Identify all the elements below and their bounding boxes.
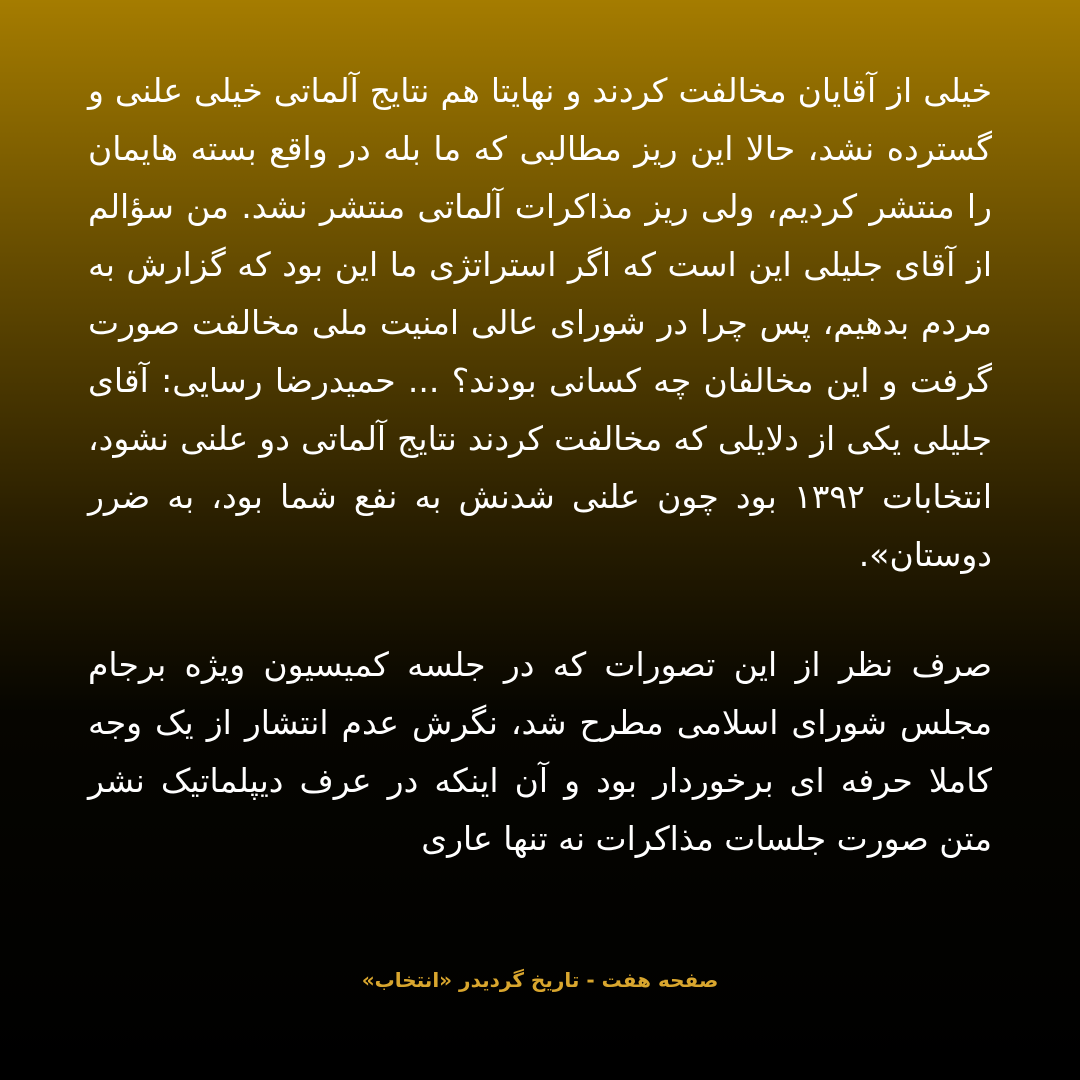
page-footer-caption: صفحه هفت - تاریخ گردیدر «انتخاب» <box>361 968 719 992</box>
article-paragraph-1: خیلی از آقایان مخالفت کردند و نهایتا هم نتایج آلماتی خیلی علنی و گسترده نشد، حالا این ریز مطالبی که ما بله در واقع بسته هایمان را منتشر کردیم، ولی ریز مذاکرات آلماتی منتشر نشد. من سؤالم از آقای جلیلی این است که اگر استراتژی ما این بود که گزارش به مردم بدهیم، پس چرا در شورای عالی امنیت ملی مخالفت صورت گرفت و این مخالفان چه کسانی بودند؟ ... حمیدرضا رسایی: آقای جلیلی یکی از دلایلی که مخالفت کردند نتایج آلماتی دو علنی نشود، انتخابات ۱۳۹۲ بود چون علنی شدنش به نفع شما بود، به ضرر دوستان». <box>88 71 992 574</box>
article-paragraph-2: صرف نظر از این تصورات که در جلسه کمیسیون ویژه برجام مجلس شورای اسلامی مطرح شد، نگرش عدم انتشار از یک وجه کاملا حرفه ای برخوردار بود و آن اینکه در عرف دیپلماتیک نشر متن صورت جلسات مذاکرات نه تنها عاری <box>88 645 992 858</box>
article-body <box>88 62 992 868</box>
